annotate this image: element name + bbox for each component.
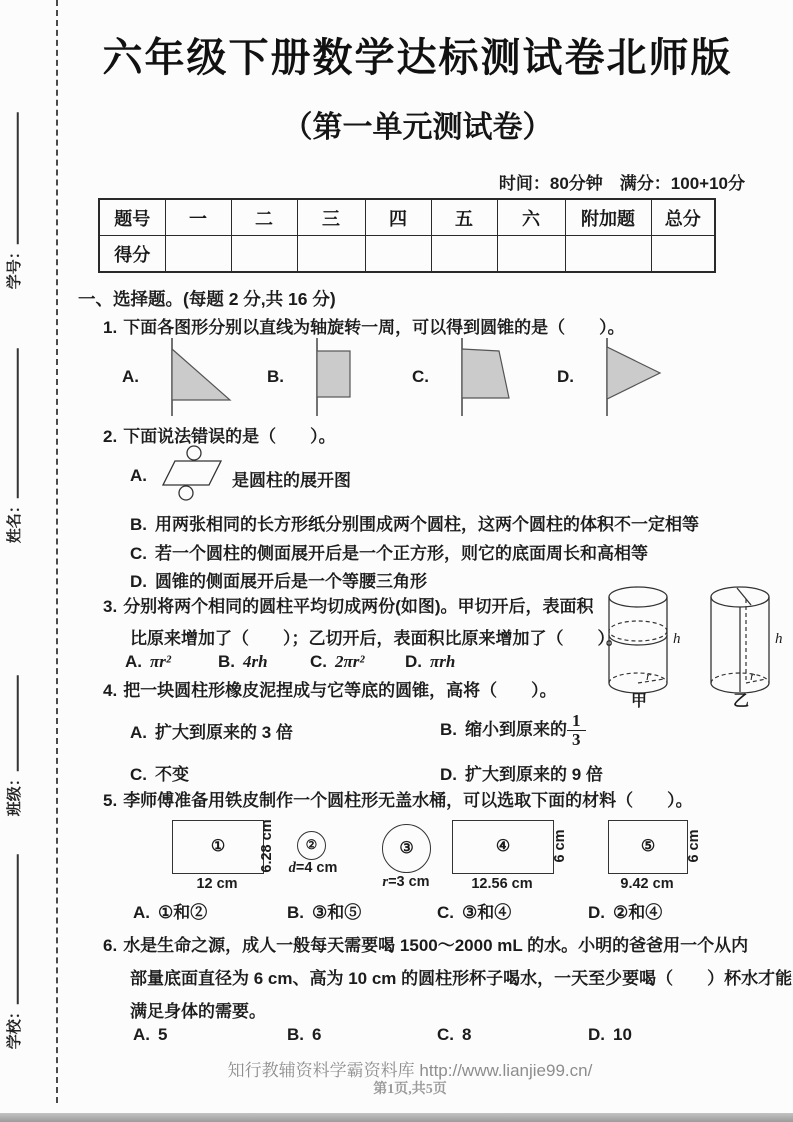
q3-cylinder-yi-svg bbox=[700, 583, 790, 709]
question-6-number: 6. bbox=[103, 936, 118, 955]
q5-option-c bbox=[437, 898, 511, 923]
scan-bottom-edge bbox=[0, 1113, 793, 1122]
question-3-line-2: 比原来增加了（ ）；乙切开后，表面积比原来增加了（ ）。 bbox=[130, 629, 623, 648]
score-table-header-cell: 题号 bbox=[99, 199, 165, 236]
q4-option-b bbox=[440, 712, 586, 749]
q4-option-c-text: 不变 bbox=[155, 765, 189, 784]
q6-option-d-label: D. bbox=[588, 1025, 605, 1044]
q5-option-d-text: ②和④ bbox=[613, 903, 663, 922]
q3-jia-h-label: h bbox=[673, 631, 681, 647]
class-field bbox=[3, 675, 24, 816]
q6-option-b-text: 6 bbox=[312, 1025, 322, 1044]
q3-jia-name-label: 甲 bbox=[631, 693, 648, 709]
q4-option-d-text: 扩大到原来的 9 倍 bbox=[465, 765, 603, 784]
q5-material-5-bottom-dim: 9.42 cm bbox=[620, 876, 674, 892]
question-3-line-1 bbox=[103, 592, 594, 617]
q5-material-1-bottom-dim: 12 cm bbox=[196, 876, 238, 892]
score-cell-empty bbox=[497, 236, 565, 273]
question-6-text-1: 水是生命之源，成人一般每天需要喝 1500～2000 mL 的水。小明的爸爸用一个从内 bbox=[123, 936, 749, 955]
q3-cylinders-figure bbox=[598, 583, 790, 709]
score-cell-empty bbox=[231, 236, 297, 273]
q5-option-b-label: B. bbox=[287, 903, 304, 922]
q3-option-a bbox=[125, 652, 171, 672]
q5-material-2-bottom-dim: d=4 cm bbox=[288, 860, 338, 876]
q4-option-d-label: D. bbox=[440, 765, 457, 784]
q2-option-c-text: 若一个圆柱的侧面展开后是一个正方形，则它的底面周长和高相等 bbox=[155, 544, 648, 563]
q6-option-d-text: 10 bbox=[613, 1025, 632, 1044]
q1-option-a bbox=[122, 336, 267, 418]
q3-option-b bbox=[218, 652, 268, 672]
q5-option-a-label: A. bbox=[133, 903, 150, 922]
score-table-header-cell: 三 bbox=[297, 199, 365, 236]
question-2-text: 下面说法错误的是（ ）。 bbox=[123, 427, 336, 446]
q4-option-b-text: 缩小到原来的 bbox=[465, 719, 567, 739]
score-table-header-cell: 一 bbox=[165, 199, 231, 236]
q3-option-c bbox=[310, 652, 365, 672]
q4-option-a-text: 扩大到原来的 3 倍 bbox=[155, 723, 293, 742]
q2-option-b bbox=[130, 510, 699, 535]
q5-material-5-id: ⑤ bbox=[640, 838, 656, 855]
q5-material-3-var: r bbox=[382, 874, 389, 890]
score-cell-empty bbox=[165, 236, 231, 273]
page-number: 第1页,共5页 bbox=[373, 1082, 447, 1097]
question-1-text: 下面各图形分别以直线为轴旋转一周，可以得到圆锥的是（ ）。 bbox=[123, 318, 625, 337]
q1-option-b-label: B. bbox=[267, 367, 284, 386]
q2-option-b-label: B. bbox=[130, 515, 147, 534]
q5-material-4-side-dim: 6 cm bbox=[552, 829, 568, 863]
q2-cylinder-net-figure-svg bbox=[158, 444, 228, 502]
student-name-field bbox=[3, 348, 24, 543]
score-row-label: 得分 bbox=[99, 236, 165, 273]
q3-option-b-label: B. bbox=[218, 652, 235, 671]
q1-shape-c-trapezoid-svg bbox=[440, 336, 540, 418]
school-label: 学校： bbox=[6, 1004, 23, 1050]
q3-option-d bbox=[405, 652, 455, 672]
q4-option-c-label: C. bbox=[130, 765, 147, 784]
question-5 bbox=[103, 786, 693, 811]
score-cell-empty bbox=[651, 236, 715, 273]
q2-option-d bbox=[130, 567, 427, 592]
q5-option-a bbox=[133, 898, 207, 923]
q5-material-4-bottom-dim: 12.56 cm bbox=[471, 876, 533, 892]
q3-option-d-formula: πrh bbox=[430, 652, 456, 671]
student-id-label: 学号： bbox=[6, 244, 23, 290]
score-table-header-cell: 二 bbox=[231, 199, 297, 236]
q2-option-c-label: C. bbox=[130, 544, 147, 563]
student-id-blank bbox=[3, 112, 19, 244]
q5-material-1-side-dim: 6.28 cm bbox=[259, 819, 275, 873]
q5-material-5-side-dim: 6 cm bbox=[686, 829, 702, 863]
score-table-header-cell: 四 bbox=[365, 199, 431, 236]
question-5-text: 李师傅准备用铁皮制作一个圆柱形无盖水桶，可以选取下面的材料（ ）。 bbox=[123, 791, 693, 810]
question-4 bbox=[103, 676, 557, 701]
exam-title: 六年级下册数学达标测试卷北师版 bbox=[102, 35, 733, 80]
score-cell-empty bbox=[431, 236, 497, 273]
q1-option-a-label: A. bbox=[122, 367, 139, 386]
section-1-heading: 一、选择题。(每题 2 分,共 16 分) bbox=[78, 289, 336, 309]
time-score-info: 时间：80分钟 满分：100+10分 bbox=[498, 174, 745, 193]
q3-jia-r-label: r bbox=[646, 668, 652, 683]
q5-option-a-text: ①和② bbox=[158, 903, 208, 922]
q5-material-3-bottom-dim: r=3 cm bbox=[382, 874, 430, 890]
q1-option-c bbox=[412, 336, 557, 418]
q1-option-c-label: C. bbox=[412, 367, 429, 386]
q2-option-a-label: A. bbox=[130, 466, 147, 485]
q1-option-d bbox=[557, 336, 702, 418]
question-6-line-1 bbox=[103, 931, 748, 956]
q3-option-b-formula: 4rh bbox=[243, 652, 268, 671]
q3-yi-r-label: r bbox=[750, 668, 756, 683]
q6-option-b bbox=[287, 1025, 321, 1045]
q1-option-d-label: D. bbox=[557, 367, 574, 386]
score-cell-empty bbox=[565, 236, 651, 273]
class-label: 班级： bbox=[6, 771, 23, 817]
q6-option-a-label: A. bbox=[133, 1025, 150, 1044]
score-cell-empty bbox=[365, 236, 431, 273]
q6-option-d bbox=[588, 1025, 632, 1045]
q5-material-4-id: ④ bbox=[495, 838, 511, 855]
q5-option-c-label: C. bbox=[437, 903, 454, 922]
q4-option-b-label: B. bbox=[440, 719, 457, 739]
q5-material-2-var: d bbox=[288, 860, 296, 876]
q3-option-a-formula: πr² bbox=[150, 652, 171, 671]
q1-shape-d-triangle-svg bbox=[585, 336, 685, 418]
q6-option-b-label: B. bbox=[287, 1025, 304, 1044]
fold-dashed-line bbox=[56, 0, 58, 1103]
q4-option-a bbox=[130, 718, 293, 743]
question-5-number: 5. bbox=[103, 791, 118, 810]
q5-material-4-rect bbox=[452, 820, 554, 874]
q2-option-a-text: 是圆柱的展开图 bbox=[232, 471, 351, 490]
q5-option-d bbox=[588, 898, 662, 923]
q5-material-1-rect bbox=[172, 820, 264, 874]
q3-yi-name-label: 乙 bbox=[733, 693, 750, 709]
q3-option-c-label: C. bbox=[310, 652, 327, 671]
score-table-header-cell: 附加题 bbox=[565, 199, 651, 236]
q2-option-a-label-wrap bbox=[130, 466, 155, 486]
q3-option-a-label: A. bbox=[125, 652, 142, 671]
q6-option-a bbox=[133, 1025, 167, 1045]
q1-option-b bbox=[267, 336, 412, 418]
q5-option-d-label: D. bbox=[588, 903, 605, 922]
q5-material-5-rect bbox=[608, 820, 688, 874]
score-table-header-cell: 总分 bbox=[651, 199, 715, 236]
q4-option-b-fraction bbox=[567, 712, 586, 749]
question-1-number: 1. bbox=[103, 318, 118, 337]
q5-material-2-circle bbox=[297, 831, 326, 860]
q2-option-c bbox=[130, 539, 648, 564]
q2-option-b-text: 用两张相同的长方形纸分别围成两个圆柱，这两个圆柱的体积不一定相等 bbox=[155, 515, 699, 534]
q6-option-c bbox=[437, 1025, 471, 1045]
q4-fraction-denominator: 3 bbox=[572, 729, 581, 749]
question-2-number: 2. bbox=[103, 427, 118, 446]
score-table-score-row bbox=[99, 236, 715, 273]
q6-option-c-text: 8 bbox=[462, 1025, 472, 1044]
question-6-line-3: 满足身体的需要。 bbox=[130, 1002, 266, 1021]
student-name-label: 姓名： bbox=[6, 498, 23, 544]
score-cell-empty bbox=[297, 236, 365, 273]
school-blank bbox=[3, 854, 19, 1004]
score-table-header-cell: 六 bbox=[497, 199, 565, 236]
q5-material-1-id: ① bbox=[210, 838, 226, 855]
question-3-number: 3. bbox=[103, 597, 118, 616]
q6-option-a-text: 5 bbox=[158, 1025, 168, 1044]
q4-option-a-label: A. bbox=[130, 723, 147, 742]
q4-fraction-numerator: 1 bbox=[567, 712, 586, 731]
q1-shape-a-right-triangle-svg bbox=[150, 336, 250, 418]
q3-cylinder-jia-svg bbox=[598, 583, 688, 709]
question-1 bbox=[103, 313, 625, 338]
q5-material-3-circle bbox=[382, 824, 431, 873]
score-table-header-row bbox=[99, 199, 715, 236]
q5-option-b-text: ③和⑤ bbox=[312, 903, 362, 922]
question-1-figures bbox=[122, 336, 702, 418]
q3-option-c-formula: 2πr² bbox=[335, 652, 365, 671]
question-4-number: 4. bbox=[103, 681, 118, 700]
question-6-line-2: 部量底面直径为 6 cm、高为 10 cm 的圆柱形杯子喝水，一天至少要喝（ ）杯水才能 bbox=[130, 969, 793, 988]
question-4-text: 把一块圆柱形橡皮泥捏成与它等底的圆锥，高将（ ）。 bbox=[123, 681, 557, 700]
q2-option-d-text: 圆锥的侧面展开后是一个等腰三角形 bbox=[155, 572, 427, 591]
q2-option-d-label: D. bbox=[130, 572, 147, 591]
class-blank bbox=[3, 675, 19, 771]
exam-subtitle: （第一单元测试卷） bbox=[282, 111, 553, 144]
q5-material-2-id: ② bbox=[305, 836, 318, 852]
q1-shape-b-rectangle-svg bbox=[295, 336, 395, 418]
score-table bbox=[98, 198, 716, 273]
student-id-field bbox=[3, 112, 24, 289]
student-name-blank bbox=[3, 348, 19, 498]
q4-option-c bbox=[130, 760, 189, 785]
q5-material-3-id: ③ bbox=[399, 839, 414, 857]
q6-option-c-label: C. bbox=[437, 1025, 454, 1044]
q3-option-d-label: D. bbox=[405, 652, 422, 671]
school-field bbox=[3, 854, 24, 1049]
q5-option-b bbox=[287, 898, 361, 923]
watermark-text: 知行教辅资料学霸资料库 http://www.lianjie99.cn/ bbox=[227, 1061, 593, 1080]
q5-option-c-text: ③和④ bbox=[462, 903, 512, 922]
question-3-text-1: 分别将两个相同的圆柱平均切成两份(如图)。甲切开后，表面积 bbox=[123, 597, 594, 616]
score-table-header-cell: 五 bbox=[431, 199, 497, 236]
q4-option-d bbox=[440, 760, 603, 785]
q3-yi-h-label: h bbox=[775, 631, 783, 647]
